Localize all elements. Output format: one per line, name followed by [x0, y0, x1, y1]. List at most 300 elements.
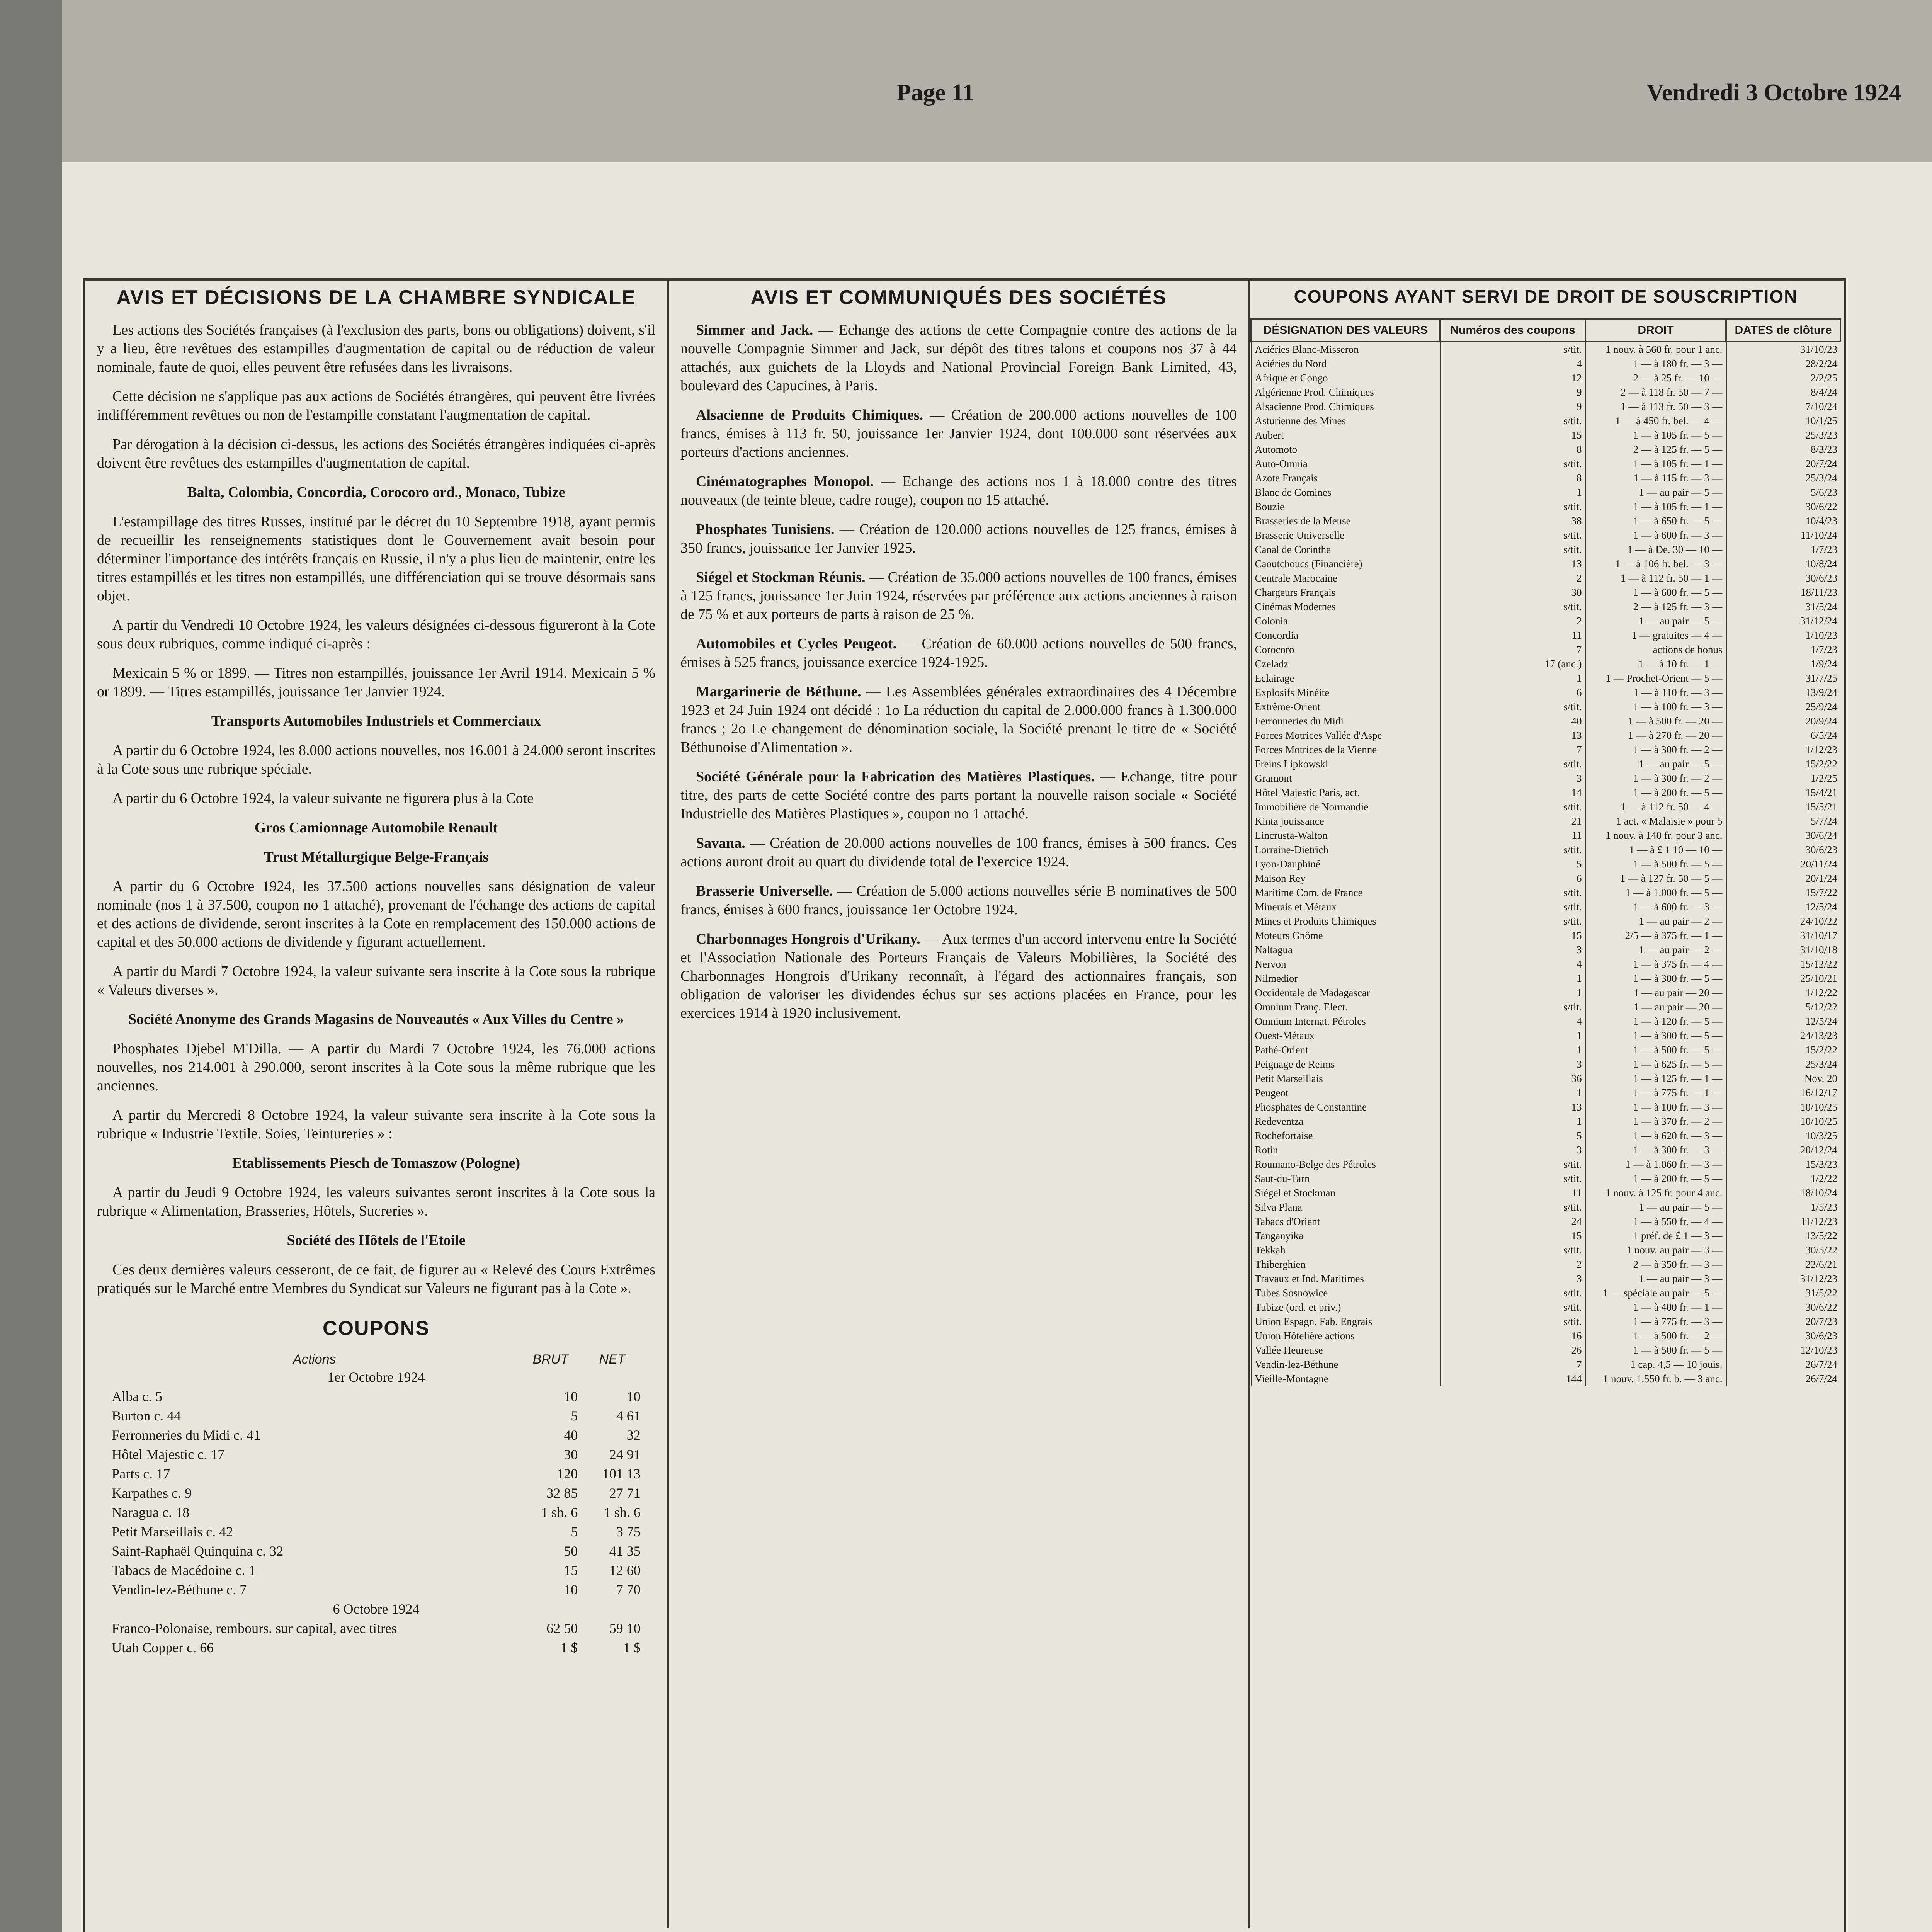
col1-para: L'estampillage des titres Russes, institué par le décret du 10 Septembre 1918, ayant permis de recueillir les renseignements statistiques dont le Gouvernement avait besoin pour déterminer l'importance des intérêts français en Russie, il n'y a plus lieu de maintenir, entre les titres estampillés et les titres non estampillés, une différenciation qui se trouve désormais sans objet.	[97, 514, 655, 604]
col3-th: DROIT	[1585, 319, 1726, 342]
droit-row-cell: s/tit.	[1440, 457, 1585, 471]
droit-row-cell: 8	[1440, 442, 1585, 457]
droit-row-cell: Gramont	[1251, 771, 1440, 786]
droit-row-cell: Rochefortaise	[1251, 1129, 1440, 1143]
droit-row	[1251, 943, 1840, 957]
notice-item: Siégel et Stockman Réunis. — Création de 35.000 actions nouvelles de 100 francs, émises à 125 francs, jouissance 1er Juin 1924, réservées par préférence aux actions anciennes à raison de 75 % et aux porteurs de parts à raison de 25 %.	[680, 569, 1237, 622]
notice-heading: Brasserie Universelle.	[696, 883, 833, 899]
coupon-row	[109, 1522, 644, 1541]
coupon-row-cell: 12 60	[609, 1563, 641, 1578]
droit-row-cell: Mines et Produits Chimiques	[1251, 914, 1440, 929]
droit-row-cell: Occidentale de Madagascar	[1251, 986, 1440, 1000]
notice-item: Alsacienne de Produits Chimiques. — Création de 200.000 actions nouvelles de 100 francs, émises à 113 fr. 50, jouissance 1er Janvier 1924, dont 100.000 sont réservées aux porteurs d'actions anciennes.	[680, 407, 1237, 460]
droit-row-cell: 3	[1440, 943, 1585, 957]
droit-row-cell: 1 — à 775 fr. — 3 —	[1585, 1315, 1726, 1329]
droit-row-cell: 11	[1440, 1186, 1585, 1200]
droit-row-cell: 12/5/24	[1726, 900, 1840, 914]
col1-para: Mexicain 5 % or 1899. — Titres non estampillés, jouissance 1er Avril 1914. Mexicain 5 % or 1899. — Titres estampillés, jouissance 1er Janvier 1924.	[97, 665, 655, 700]
droit-row-cell: 1/5/23	[1726, 1200, 1840, 1214]
notice-heading: Cinématographes Monopol.	[696, 473, 874, 490]
notice-text: Création de 5.000 actions nouvelles série B nominatives de 500 francs, émises à 600 francs, jouissance 1er Octobre 1924.	[680, 883, 1237, 918]
coupon-row-cell: Burton c. 44	[112, 1408, 181, 1423]
droit-row-cell: 30/6/24	[1726, 828, 1840, 843]
droit-row	[1251, 600, 1840, 614]
droit-row-cell: 36	[1440, 1071, 1585, 1086]
droit-row-cell: s/tit.	[1440, 700, 1585, 714]
droit-row-cell: 1	[1440, 1086, 1585, 1100]
droit-row-cell: 6	[1440, 685, 1585, 700]
col1-para: Ces deux dernières valeurs cesseront, de ce fait, de figurer au « Relevé des Cours Extrêmes pratiqués sur le Marché entre Membres du Syndicat sur Valeurs ne figurant pas à la Cote ».	[97, 1262, 655, 1296]
droit-row-cell: 10/4/23	[1726, 514, 1840, 528]
droit-row-cell: 1 nouv. au pair — 3 —	[1585, 1243, 1726, 1257]
coupon-row-cell: Naragua c. 18	[112, 1505, 190, 1520]
col-avis-societes	[669, 278, 1250, 1928]
droit-row	[1251, 571, 1840, 585]
notice-text: Création de 20.000 actions nouvelles de 100 francs, émises à 500 francs. Ces actions auront droit au quart du dividende total de l'exercice 1924.	[680, 835, 1237, 870]
droit-row-cell: 1 — à £ 1 10 — 10 —	[1585, 843, 1726, 857]
droit-row-cell: 15	[1440, 929, 1585, 943]
droit-row-cell: 1 — au pair — 2 —	[1585, 914, 1726, 929]
droit-row-cell: 30/6/23	[1726, 1329, 1840, 1343]
droit-row-cell: 30	[1440, 585, 1585, 600]
droit-row-cell: 1 — à 500 fr. — 2 —	[1585, 1329, 1726, 1343]
droit-row-cell: actions de bonus	[1585, 643, 1726, 657]
droit-row	[1251, 757, 1840, 771]
droit-row-cell: Explosifs Minéite	[1251, 685, 1440, 700]
droit-row-cell: Ouest-Métaux	[1251, 1029, 1440, 1043]
col2-items	[669, 321, 1248, 1022]
droit-row-cell: s/tit.	[1440, 500, 1585, 514]
droit-row-cell: 1 — à 125 fr. — 1 —	[1585, 1071, 1726, 1086]
droit-row-cell: 1 — à 400 fr. — 1 —	[1585, 1300, 1726, 1315]
droit-row-cell: Azote Français	[1251, 471, 1440, 485]
droit-row-cell: 24/13/23	[1726, 1029, 1840, 1043]
coupon-row	[109, 1503, 644, 1522]
droit-row-cell: 2/5 — à 375 fr. — 1 —	[1585, 929, 1726, 943]
droit-row-cell: Aubert	[1251, 428, 1440, 442]
droit-row-cell: s/tit.	[1440, 1000, 1585, 1014]
col1-head: Gros Camionnage Automobile Renault	[254, 820, 498, 836]
droit-row	[1251, 728, 1840, 743]
droit-row-cell: 1 — à 500 fr. — 5 —	[1585, 1043, 1726, 1057]
droit-row-cell: 1 — au pair — 5 —	[1585, 757, 1726, 771]
binding-shadow	[0, 0, 62, 1932]
coupons-date: 1er Octobre 1924	[327, 1369, 425, 1385]
droit-row-cell: 25/10/21	[1726, 971, 1840, 986]
droit-row-cell: Tanganyika	[1251, 1229, 1440, 1243]
droit-row-cell: 10/1/25	[1726, 414, 1840, 428]
droit-row-cell: 1 — au pair — 5 —	[1585, 1200, 1726, 1214]
droit-row-cell: 1 — à 300 fr. — 3 —	[1585, 1143, 1726, 1157]
droit-row-cell: 1/2/22	[1726, 1172, 1840, 1186]
droit-row-cell: 30/6/23	[1726, 843, 1840, 857]
droit-row-cell: Algérienne Prod. Chimiques	[1251, 385, 1440, 400]
notice-heading: Automobiles et Cycles Peugeot.	[696, 636, 897, 652]
droit-row	[1251, 871, 1840, 886]
coupon-row-cell: 41 35	[609, 1543, 641, 1559]
droit-row-cell: 11	[1440, 828, 1585, 843]
droit-row	[1251, 1214, 1840, 1229]
droit-row-cell: 1 — à 105 fr. — 5 —	[1585, 428, 1726, 442]
droit-row-cell: 1	[1440, 986, 1585, 1000]
droit-row	[1251, 685, 1840, 700]
droit-row-cell: 1 — au pair — 20 —	[1585, 1000, 1726, 1014]
droit-row	[1251, 1357, 1840, 1372]
notice-item: Simmer and Jack. — Echange des actions de cette Compagnie contre des actions de la nouvelle Compagnie Simmer and Jack, sur dépôt des titres talons et coupons nos 37 à 44 attachés, aux guichets de la Lloyds and National Provincial Foreign Bank Limited, 43, boulevard des Capucines, à Paris.	[680, 322, 1237, 394]
notice-heading: Phosphates Tunisiens.	[696, 521, 835, 537]
coupon-row	[109, 1387, 644, 1406]
droit-row-cell: 10/10/25	[1726, 1100, 1840, 1114]
droit-row-cell: 7	[1440, 643, 1585, 657]
coupon-row-cell: Ferronneries du Midi c. 41	[112, 1427, 261, 1443]
droit-row	[1251, 914, 1840, 929]
droit-row	[1251, 442, 1840, 457]
droit-row-cell: 1/2/25	[1726, 771, 1840, 786]
notice-text: Aux termes d'un accord intervenu entre la Société et l'Association Nationale des Porteurs Français de Valeurs Mobilières, la Société des Charbonnages Hongrois d'Urikany reconnaît, à l'égard des actionnaires français, son obligation de valoriser les dividendes échus sur ses actions placées en France, pour les exercices 1914 à 1920 inclusivement.	[680, 931, 1237, 1021]
droit-row-cell: Travaux et Ind. Maritimes	[1251, 1272, 1440, 1286]
coupon-row-cell: 1 $	[623, 1640, 641, 1655]
droit-row-cell: 1/7/23	[1726, 643, 1840, 657]
droit-row-cell: s/tit.	[1440, 1300, 1585, 1315]
col3-th: Numéros des coupons	[1440, 319, 1585, 342]
droit-row	[1251, 585, 1840, 600]
coupon-row	[109, 1464, 644, 1483]
droit-row-cell: 1	[1440, 971, 1585, 986]
notice-item: Cinématographes Monopol. — Echange des actions nos 1 à 18.000 contre des titres nouveaux (de teinte bleue, cadre rouge), coupon no 15 attaché.	[680, 473, 1237, 508]
droit-row-cell: 1 — à 650 fr. — 5 —	[1585, 514, 1726, 528]
droit-row-cell: Chargeurs Français	[1251, 585, 1440, 600]
droit-row-cell: Automoto	[1251, 442, 1440, 457]
droit-row-cell: Nervon	[1251, 957, 1440, 971]
droit-row-cell: 15/3/23	[1726, 1157, 1840, 1172]
droit-row-cell: 20/9/24	[1726, 714, 1840, 728]
droit-row-cell: 20/12/24	[1726, 1143, 1840, 1157]
droit-row-cell: 1/12/23	[1726, 743, 1840, 757]
droit-row-cell: Siégel et Stockman	[1251, 1186, 1440, 1200]
droit-row-cell: 31/5/24	[1726, 600, 1840, 614]
notice-heading: Siégel et Stockman Réunis.	[696, 569, 866, 585]
droit-row	[1251, 1086, 1840, 1100]
droit-row	[1251, 714, 1840, 728]
droit-row-cell: 13	[1440, 728, 1585, 743]
droit-row-cell: 1 act. « Malaisie » pour 5	[1585, 814, 1726, 828]
droit-row	[1251, 1243, 1840, 1257]
droit-row-cell: Extrême-Orient	[1251, 700, 1440, 714]
coupon-row-cell: 10	[626, 1389, 641, 1404]
col1-para: A partir du 6 Octobre 1924, les 37.500 actions nouvelles sans désignation de valeur nominale (nos 1 à 37.500, coupon no 1 attaché), provenant de l'échange des actions de capital et des actions de dividende, seront inscrites à la Cote en remplacement des 150.000 actions de capital et des 50.000 actions de dividende y figurant actuellement.	[97, 878, 655, 950]
droit-row	[1251, 971, 1840, 986]
droit-row-cell: Colonia	[1251, 614, 1440, 628]
droit-row-cell: 1 — à 100 fr. — 3 —	[1585, 1100, 1726, 1114]
notice-item: Automobiles et Cycles Peugeot. — Création de 60.000 actions nouvelles de 500 francs, émises à 525 francs, jouissance exercice 1924-1925.	[680, 636, 1237, 670]
droit-row-cell: 1 — au pair — 20 —	[1585, 986, 1726, 1000]
notice-text: Création de 35.000 actions nouvelles de 100 francs, émises à 125 francs, jouissance 1er Juin 1924, réservées par préférence aux actions anciennes à raison de 75 % et aux porteurs de parts à raison de 25 %.	[680, 569, 1237, 622]
droit-row-cell: Maritime Com. de France	[1251, 886, 1440, 900]
droit-row-cell: 1 — Prochet-Orient — 5 —	[1585, 671, 1726, 685]
droit-row-cell: Nov. 20	[1726, 1071, 1840, 1086]
droit-row-cell: 4	[1440, 357, 1585, 371]
droit-row	[1251, 1071, 1840, 1086]
page-number: Page 11	[896, 80, 975, 106]
droit-row-cell: Silva Plana	[1251, 1200, 1440, 1214]
notice-text: Création de 60.000 actions nouvelles de 500 francs, émises à 525 francs, jouissance exercice 1924-1925.	[680, 636, 1237, 670]
droit-row-cell: s/tit.	[1440, 886, 1585, 900]
droit-row	[1251, 628, 1840, 643]
droit-row-cell: 28/2/24	[1726, 357, 1840, 371]
droit-row-cell: Peignage de Reims	[1251, 1057, 1440, 1071]
droit-row-cell: 31/10/23	[1726, 342, 1840, 357]
droit-row-cell: 1 — à De. 30 — 10 —	[1585, 543, 1726, 557]
droit-row	[1251, 929, 1840, 943]
droit-row-cell: 30/6/23	[1726, 571, 1840, 585]
notice-heading: Savana.	[696, 835, 745, 851]
coupon-row-cell: 120	[557, 1466, 578, 1481]
droit-row	[1251, 814, 1840, 828]
droit-row-cell: 9	[1440, 385, 1585, 400]
droit-row-cell: 1 — à 270 fr. — 20 —	[1585, 728, 1726, 743]
coupon-row-cell: Karpathes c. 9	[112, 1485, 192, 1501]
notice-text: Echange des actions de cette Compagnie contre des actions de la nouvelle Compagnie Simmer and Jack, sur dépôt des titres talons et coupons nos 37 à 44 attachés, aux guichets de la Lloyds and National Provincial Foreign Bank Limited, 43, boulevard des Capucines, à Paris.	[680, 322, 1237, 394]
droit-row	[1251, 428, 1840, 442]
droit-row-cell: 8	[1440, 471, 1585, 485]
droit-row-cell: Naltagua	[1251, 943, 1440, 957]
coupon-row-cell: 1 $	[560, 1640, 578, 1655]
coupons-th: Actions	[293, 1352, 336, 1367]
coupon-row	[109, 1561, 644, 1580]
droit-row-cell: 1 — à 600 fr. — 3 —	[1585, 900, 1726, 914]
notice-text: Création de 120.000 actions nouvelles de 125 francs, émises à 350 francs, jouissance 1er Janvier 1925.	[680, 521, 1237, 556]
coupon-row-cell: 1 sh. 6	[604, 1505, 641, 1520]
droit-row-cell: 2/2/25	[1726, 371, 1840, 385]
droit-row	[1251, 357, 1840, 371]
coupon-row-cell: Saint-Raphaël Quinquina c. 32	[112, 1543, 284, 1559]
droit-row-cell: 4	[1440, 1014, 1585, 1029]
droit-row-cell: 25/3/24	[1726, 471, 1840, 485]
droit-row	[1251, 1129, 1840, 1143]
coupon-row-cell: 27 71	[609, 1485, 641, 1501]
coupons-th: NET	[599, 1352, 626, 1367]
droit-row-cell: s/tit.	[1440, 600, 1585, 614]
col2-title: AVIS ET COMMUNIQUÉS DES SOCIÉTÉS	[750, 286, 1167, 309]
col1-head: Trust Métallurgique Belge-Français	[264, 849, 489, 865]
droit-row-cell: 1	[1440, 671, 1585, 685]
col-chambre-syndicale	[85, 278, 669, 1928]
droit-row-cell: 25/9/24	[1726, 700, 1840, 714]
coupon-row-cell: 10	[564, 1389, 578, 1404]
droit-row	[1251, 643, 1840, 657]
droit-row	[1251, 843, 1840, 857]
coupon-row-cell: Tabacs de Macédoine c. 1	[112, 1563, 256, 1578]
droit-row-cell: 3	[1440, 1143, 1585, 1157]
droit-row-cell: 1 nouv. 1.550 fr. b. — 3 anc.	[1585, 1372, 1726, 1386]
coupon-row-cell: Hôtel Majestic c. 17	[112, 1447, 225, 1462]
col1-para: Les actions des Sociétés françaises (à l'exclusion des parts, bons ou obligations) doivent, s'il y a lieu, être revêtues des estampilles d'augmentation de capital ou de réduction de valeur nominale, faute de quoi, elles peuvent être refusées dans les livraisons.	[97, 322, 655, 375]
droit-row-cell: 1 — à 1.000 fr. — 5 —	[1585, 886, 1726, 900]
droit-row-cell: 13/9/24	[1726, 685, 1840, 700]
droit-row-cell: 6/5/24	[1726, 728, 1840, 743]
droit-row-cell: 3	[1440, 771, 1585, 786]
col3-th: DÉSIGNATION DES VALEURS	[1251, 319, 1440, 342]
droit-row-cell: 1 — à 115 fr. — 3 —	[1585, 471, 1726, 485]
droit-row-cell: 1 préf. de £ 1 — 3 —	[1585, 1229, 1726, 1243]
droit-row	[1251, 1114, 1840, 1129]
droit-row	[1251, 900, 1840, 914]
droit-row	[1251, 543, 1840, 557]
droit-row	[1251, 1272, 1840, 1286]
droit-row-cell: 38	[1440, 514, 1585, 528]
droit-row	[1251, 1157, 1840, 1172]
droit-row-cell: Vallée Heureuse	[1251, 1343, 1440, 1357]
col3-th: DATES de clôture	[1726, 319, 1840, 342]
droit-row-cell: Czeladz	[1251, 657, 1440, 671]
page-date: Vendredi 3 Octobre 1924	[1646, 80, 1901, 106]
droit-row-cell: 2	[1440, 614, 1585, 628]
coupon-row-cell: 32	[626, 1427, 641, 1443]
droit-row-cell: s/tit.	[1440, 528, 1585, 543]
droit-row-cell: 40	[1440, 714, 1585, 728]
col3-title: COUPONS AYANT SERVI DE DROIT DE SOUSCRIPTION	[1294, 286, 1798, 306]
droit-row-cell: 26	[1440, 1343, 1585, 1357]
droit-row	[1251, 371, 1840, 385]
droit-row-cell: 1 — à 300 fr. — 2 —	[1585, 771, 1726, 786]
droit-row-cell: Corocoro	[1251, 643, 1440, 657]
droit-row-cell: 1 — à 500 fr. — 5 —	[1585, 857, 1726, 871]
droit-row-cell: 7/10/24	[1726, 400, 1840, 414]
coupons-date: 6 Octobre 1924	[333, 1601, 420, 1617]
droit-row-cell: 1 — à 300 fr. — 5 —	[1585, 1029, 1726, 1043]
droit-row-cell: 1	[1440, 485, 1585, 500]
droit-row-cell: Peugeot	[1251, 1086, 1440, 1100]
droit-row-cell: Freins Lipkowski	[1251, 757, 1440, 771]
coupon-row-cell: 62 50	[546, 1621, 578, 1636]
droit-row	[1251, 1343, 1840, 1357]
droit-row-cell: s/tit.	[1440, 1157, 1585, 1172]
droit-row-cell: 1 — à 127 fr. 50 — 5 —	[1585, 871, 1726, 886]
droit-row	[1251, 1286, 1840, 1300]
droit-row-cell: 12	[1440, 371, 1585, 385]
droit-row-cell: 1 — au pair — 5 —	[1585, 485, 1726, 500]
droit-row-cell: 1 — au pair — 2 —	[1585, 943, 1726, 957]
notice-text: Les Assemblées générales extraordinaires des 4 Décembre 1923 et 24 Juin 1924 ont décidé : 1o La réduction du capital de 2.000.000 francs à 1.300.000 francs ; 2o Le changement de dénomination sociale, la Société prenant le titre de « Société Béthunoise d'Alimentation ».	[680, 684, 1237, 755]
notice-item: Margarinerie de Béthune. — Les Assemblées générales extraordinaires des 4 Décembre 1923 et 24 Juin 1924 ont décidé : 1o La réduction du capital de 2.000.000 francs à 1.300.000 francs ; 2o Le changement de dénomination sociale, la Société prenant le titre de « Société Béthunoise d'Alimentation ».	[680, 684, 1237, 755]
coupon-row-cell: 101 13	[602, 1466, 641, 1481]
droit-row-cell: 1 — à 620 fr. — 3 —	[1585, 1129, 1726, 1143]
droit-row-cell: 7	[1440, 743, 1585, 757]
notice-heading: Margarinerie de Béthune.	[696, 684, 861, 700]
droit-row-cell: Rotin	[1251, 1143, 1440, 1157]
droit-row	[1251, 557, 1840, 571]
droit-row-cell: 15/2/22	[1726, 757, 1840, 771]
droit-row-cell: s/tit.	[1440, 342, 1585, 357]
droit-row-cell: 1 — gratuites — 4 —	[1585, 628, 1726, 643]
coupon-row-cell: 10	[564, 1582, 578, 1597]
droit-row-cell: 2	[1440, 571, 1585, 585]
coupon-row-cell: Petit Marseillais c. 42	[112, 1524, 233, 1539]
coupon-row	[109, 1425, 644, 1445]
coupons-date-row	[109, 1367, 644, 1387]
coupon-row	[109, 1541, 644, 1561]
droit-row-cell: 1 — au pair — 3 —	[1585, 1272, 1726, 1286]
droit-row-cell: s/tit.	[1440, 1286, 1585, 1300]
droit-row	[1251, 857, 1840, 871]
coupon-row-cell: 24 91	[609, 1447, 641, 1462]
droit-row-cell: 25/3/24	[1726, 1057, 1840, 1071]
coupon-row-cell: Franco-Polonaise, rembours. sur capital, avec titres	[112, 1621, 397, 1636]
droit-row-cell: 26/7/24	[1726, 1372, 1840, 1386]
droit-row-cell: 26/7/24	[1726, 1357, 1840, 1372]
droit-row-cell: s/tit.	[1440, 414, 1585, 428]
droit-row-cell: Phosphates de Constantine	[1251, 1100, 1440, 1114]
droit-row-cell: 1 — à 300 fr. — 5 —	[1585, 971, 1726, 986]
droit-row-cell: 1 — à 180 fr. — 3 —	[1585, 357, 1726, 371]
coupon-row	[109, 1406, 644, 1425]
droit-row	[1251, 1329, 1840, 1343]
droit-row-cell: 1 nouv. à 140 fr. pour 3 anc.	[1585, 828, 1726, 843]
droit-row-cell: 1 — à 500 fr. — 20 —	[1585, 714, 1726, 728]
droit-row-cell: Omnium Franç. Elect.	[1251, 1000, 1440, 1014]
droit-row-cell: 1 — à 450 fr. bel. — 4 —	[1585, 414, 1726, 428]
droit-row-cell: 1 — à 120 fr. — 5 —	[1585, 1014, 1726, 1029]
notice-text: Echange des actions nos 1 à 18.000 contre des titres nouveaux (de teinte bleue, cadre rouge), coupon no 15 attaché.	[680, 473, 1237, 508]
droit-row-cell: 1 — à 112 fr. 50 — 4 —	[1585, 800, 1726, 814]
col1-head: Transports Automobiles Industriels et Commerciaux	[211, 713, 541, 729]
droit-row-cell: Blanc de Comines	[1251, 485, 1440, 500]
droit-row	[1251, 986, 1840, 1000]
droit-row-cell: s/tit.	[1440, 843, 1585, 857]
droit-row	[1251, 800, 1840, 814]
droit-row-cell: Petit Marseillais	[1251, 1071, 1440, 1086]
coupon-row-cell: 5	[571, 1524, 578, 1539]
droit-row-cell: 2 — à 125 fr. — 3 —	[1585, 600, 1726, 614]
droit-row-cell: Brasserie Universelle	[1251, 528, 1440, 543]
droit-row-cell: 4	[1440, 957, 1585, 971]
droit-row-cell: 1 — à 105 fr. — 1 —	[1585, 457, 1726, 471]
droit-row-cell: Lincrusta-Walton	[1251, 828, 1440, 843]
droit-row-cell: 15/12/22	[1726, 957, 1840, 971]
droit-row-cell: 16	[1440, 1329, 1585, 1343]
droit-row-cell: s/tit.	[1440, 900, 1585, 914]
droit-row	[1251, 485, 1840, 500]
notice-item: Phosphates Tunisiens. — Création de 120.000 actions nouvelles de 125 francs, émises à 350 francs, jouissance 1er Janvier 1925.	[680, 521, 1237, 556]
droit-row-cell: Forces Motrices de la Vienne	[1251, 743, 1440, 757]
droit-row-cell: s/tit.	[1440, 1243, 1585, 1257]
droit-row-cell: 1 — à 100 fr. — 3 —	[1585, 700, 1726, 714]
droit-row	[1251, 828, 1840, 843]
col1-head: Etablissements Piesch de Tomaszow (Pologne)	[232, 1155, 520, 1171]
droit-row	[1251, 1300, 1840, 1315]
droit-row-cell: 24/10/22	[1726, 914, 1840, 929]
droit-row-cell: 20/7/23	[1726, 1315, 1840, 1329]
coupon-row	[109, 1580, 644, 1599]
coupon-row-cell: 7 70	[616, 1582, 641, 1597]
droit-row-cell: 11/12/23	[1726, 1214, 1840, 1229]
coupon-row-cell: 3 75	[616, 1524, 641, 1539]
droit-row-cell: 22/6/21	[1726, 1257, 1840, 1272]
col1-para: Phosphates Djebel M'Dilla. — A partir du Mardi 7 Octobre 1924, les 76.000 actions nouvelles, nos 214.001 à 290.000, seront inscrites à la Cote sous la même rubrique que les anciennes.	[97, 1041, 655, 1094]
droit-row-cell: 144	[1440, 1372, 1585, 1386]
droit-row-cell: 1 nouv. à 560 fr. pour 1 anc.	[1585, 342, 1726, 357]
droit-row-cell: 1	[1440, 1029, 1585, 1043]
col-coupons-droit	[1250, 278, 1841, 1928]
coupon-row-cell: 1 sh. 6	[541, 1505, 578, 1520]
page-header	[896, 68, 1901, 114]
notice-item: Charbonnages Hongrois d'Urikany. — Aux termes d'un accord intervenu entre la Société et l'Association Nationale des Porteurs Français de Valeurs Mobilières, la Société des Charbonnages Hongrois d'Urikany reconnaît, à l'égard des actionnaires français, son obligation de valoriser les dividendes échus sur ses actions placées en France, pour les exercices 1914 à 1920 inclusivement.	[680, 931, 1237, 1021]
droit-row	[1251, 671, 1840, 685]
droit-row	[1251, 500, 1840, 514]
droit-row-cell: 1 — à 600 fr. — 3 —	[1585, 528, 1726, 543]
droit-row	[1251, 457, 1840, 471]
droit-row	[1251, 1186, 1840, 1200]
